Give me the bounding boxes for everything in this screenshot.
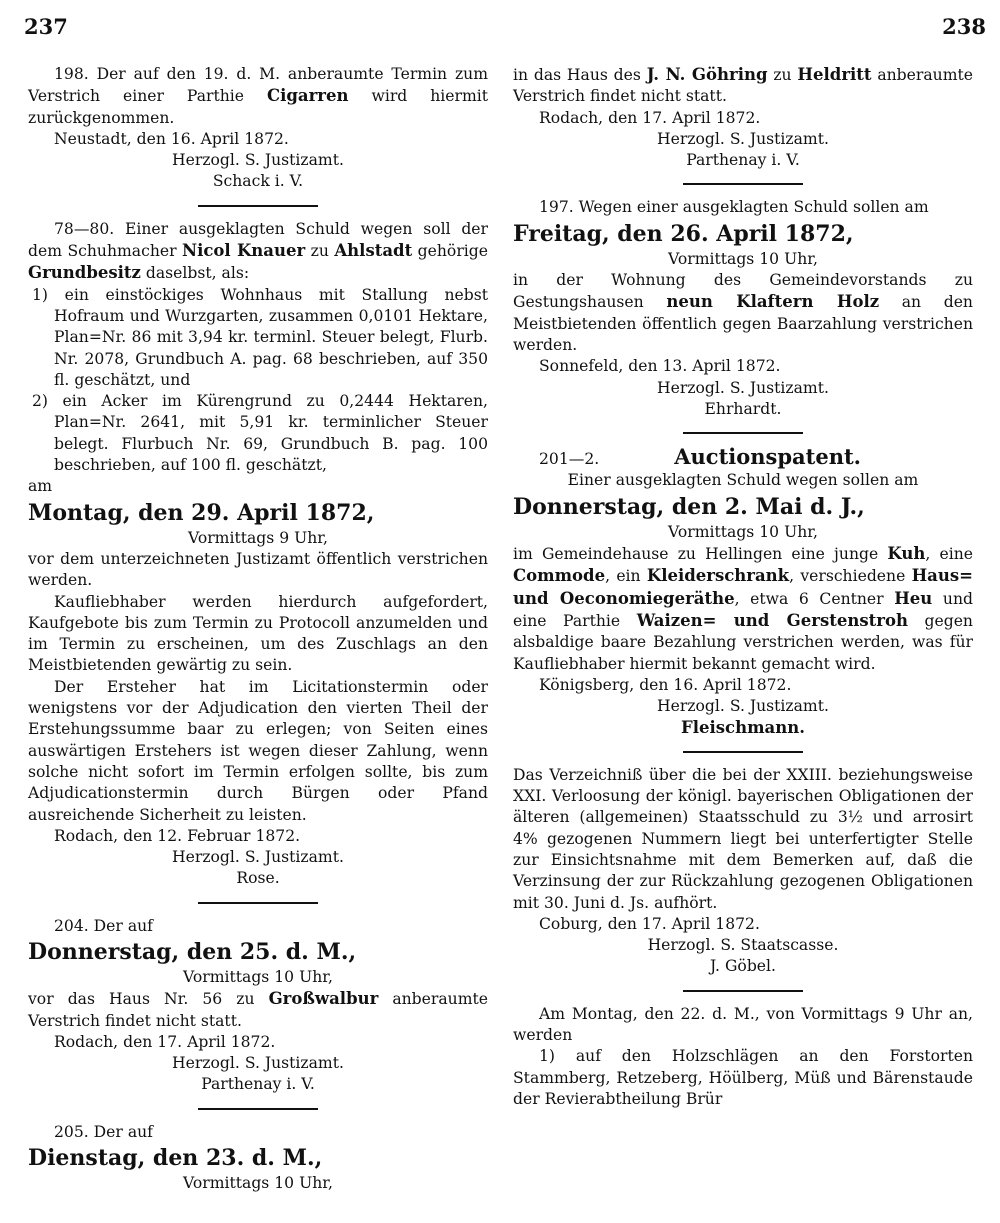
item-word: Commode xyxy=(513,566,606,586)
office: Herzogl. S. Justizamt. xyxy=(172,848,344,867)
left-column xyxy=(28,64,488,1194)
item-word: Haus= und Oeconomiegeräthe xyxy=(513,566,973,608)
place-date: Coburg, den 17. April 1872. xyxy=(539,914,760,933)
list-item-1: 1) auf den Holzschlägen an den Forstorten Stammberg, Retzeberg, Höülberg, Müß und Bärenstaude der Revierabtheilung Brür xyxy=(513,1047,973,1108)
signature: J. Göbel. xyxy=(710,957,776,976)
auction-time: Vormittags 10 Uhr, xyxy=(183,967,333,986)
place-date: Rodach, den 17. April 1872. xyxy=(54,1032,276,1051)
right-column xyxy=(513,64,973,1110)
notice-198: 198. Der auf den 19. d. M. anberaumte Termin zum Verstrich einer Parthie Cigarren wird hiermit zurückgenommen. Neustadt, den 16. April 1872. Herzogl. S. Justizamt. Schack i. V. xyxy=(28,64,488,193)
office: Herzogl. S. Justizamt. xyxy=(657,378,829,397)
notice-holzschlaege: Am Montag, den 22. d. M., von Vormittags 9 Uhr an, werden 1) auf den Holzschlägen an den Forstorten Stammberg, Retzeberg, Höülberg, Müß und Bärenstaude der Revierabtheilung Brür xyxy=(513,1004,973,1110)
item-word: Cigarren xyxy=(266,86,349,106)
item-word: Heu xyxy=(894,588,933,608)
divider xyxy=(683,751,803,753)
place-name: Heldritt xyxy=(797,65,872,84)
divider xyxy=(683,432,803,434)
page-number-left: 237 xyxy=(24,14,68,39)
notice-205-continued: in das Haus des J. N. Göhring zu Heldritt anberaumte Verstrich findet nicht statt. Rodach, den 17. April 1872. Herzogl. S. Justizamt. Parthenay i. V. xyxy=(513,64,973,171)
notice-205: 205. Der auf Dienstag, den 23. d. M., Vormittags 10 Uhr, xyxy=(28,1122,488,1195)
auction-date: Donnerstag, den 2. Mai d. J., xyxy=(513,493,865,520)
signature: Fleischmann. xyxy=(681,718,805,738)
list-item-2: 2) ein Acker im Kürengrund zu 0,2444 Hektaren, Plan=Nr. 2641, mit 5,91 kr. terminlicher Steuer belegt. Flurbuch Nr. 69, Grundbuch B. pag. 100 beschrieben, auf 100 fl. geschätzt, xyxy=(32,392,488,475)
notice-201-2: 201—2. Auctionspatent. Einer ausgeklagten Schuld wegen sollen am Donnerstag, den 2. Mai d. J., Vormittags 10 Uhr, im Gemeindehause zu Hellingen eine junge Kuh, eine Commode, ein Kleiderschrank, verschiedene Haus= und Oeconomiegeräthe, etwa 6 Centner Heu und eine Parthie Waizen= und Gerstenstroh gegen alsbaldige baare Bezahlung verstrichen werden, was für Kaufliebhaber hiermit bekannt gemacht wird. Königsberg, den 16. April 1872. Herzogl. S. Justizamt. Fleischmann. xyxy=(513,444,973,738)
signature: Schack i. V. xyxy=(212,172,304,191)
auction-time: Vormittags 10 Uhr, xyxy=(183,1174,333,1193)
list-item-1: 1) ein einstöckiges Wohnhaus mit Stallung nebst Hofraum und Wurzgarten, zusammen 0,0101 Hektare, Plan=Nr. 86 mit 3,94 kr. terminl. Steuer belegt, Flurb. Nr. 2078, Grundbuch A. pag. 68 beschrieben, auf 350 fl. geschätzt, und xyxy=(32,285,488,389)
signature: Rose. xyxy=(236,869,280,888)
page-number-right: 238 xyxy=(942,14,986,39)
place-name: Ahlstadt xyxy=(334,241,413,261)
person-name: J. N. Göhring xyxy=(646,65,768,84)
office: Herzogl. S. Justizamt. xyxy=(657,129,829,148)
office: Herzogl. S. Justizamt. xyxy=(657,697,829,716)
property-word: Grundbesitz xyxy=(28,263,141,283)
place-name: Großwalbur xyxy=(268,989,379,1009)
auction-date: Dienstag, den 23. d. M., xyxy=(28,1145,323,1172)
item-word: neun Klaftern Holz xyxy=(666,292,880,312)
item-word: Kleiderschrank xyxy=(646,566,790,586)
divider xyxy=(683,183,803,185)
notice-197: 197. Wegen einer ausgeklagten Schuld sollen am Freitag, den 26. April 1872, Vormittags 10 Uhr, in der Wohnung des Gemeindevorstands zu Gestungshausen neun Klaftern Holz an den Meistbietenden öffentlich gegen Baarzahlung verstrichen werden. Sonnefeld, den 13. April 1872. Herzogl. S. Justizamt. Ehrhardt. xyxy=(513,197,973,420)
signature: Ehrhardt. xyxy=(704,399,782,418)
notice-204: 204. Der auf Donnerstag, den 25. d. M., Vormittags 10 Uhr, vor das Haus Nr. 56 zu Großwalbur anberaumte Verstrich findet nicht statt. Rodach, den 17. April 1872. Herzogl. S. Justizamt. Parthenay i. V. xyxy=(28,916,488,1096)
auction-date: Freitag, den 26. April 1872, xyxy=(513,220,854,247)
auction-date: Donnerstag, den 25. d. M., xyxy=(28,938,357,965)
debtor-name: Nicol Knauer xyxy=(182,241,306,261)
place-date: Rodach, den 12. Februar 1872. xyxy=(54,826,301,845)
place-date: Sonnefeld, den 13. April 1872. xyxy=(539,357,781,376)
notice-number: 201—2. xyxy=(539,450,600,469)
auction-date: Montag, den 29. April 1872, xyxy=(28,499,375,526)
divider xyxy=(198,1108,318,1110)
office: Herzogl. S. Justizamt. xyxy=(172,1054,344,1073)
place-date: Königsberg, den 16. April 1872. xyxy=(539,675,792,694)
item-word: Kuh xyxy=(887,544,926,564)
divider xyxy=(198,205,318,207)
notice-title: Auctionspatent. xyxy=(674,444,861,470)
place-date: Neustadt, den 16. April 1872. xyxy=(54,129,289,148)
office: Herzogl. S. Staatscasse. xyxy=(647,936,839,955)
signature: Parthenay i. V. xyxy=(686,151,800,170)
office: Herzogl. S. Justizamt. xyxy=(172,151,344,170)
item-word: Waizen= und Gerstenstroh xyxy=(636,610,908,630)
auction-time: Vormittags 10 Uhr, xyxy=(668,522,818,541)
auction-time: Vormittags 9 Uhr, xyxy=(188,528,328,547)
notice-verzeichniss: Das Verzeichniß über die bei der XXIII. beziehungsweise XXI. Verloosung der königl. bayerischen Obligationen der älteren (allgemeinen) Staatsschuld zu 3½ und arrosirt 4% gezogenen Nummern liegt bei unterfertigter Stelle zur Einsichtsnahme mit dem Bemerken auf, daß die Verzinsung der zur Rückzahlung gezogenen Obligationen mit 30. Juni d. Js. aufhört. Coburg, den 17. April 1872. Herzogl. S. Staatscasse. J. Göbel. xyxy=(513,765,973,978)
signature: Parthenay i. V. xyxy=(201,1075,315,1094)
divider xyxy=(683,990,803,992)
auction-time: Vormittags 10 Uhr, xyxy=(668,249,818,268)
divider xyxy=(198,902,318,904)
notice-78-80: 78—80. Einer ausgeklagten Schuld wegen soll der dem Schuhmacher Nicol Knauer zu Ahlstadt gehörige Grundbesitz daselbst, als: 1) ein einstöckiges Wohnhaus mit Stallung nebst Hofraum und Wurzgarten, zusammen 0,0101 Hektare, Plan=Nr. 86 mit 3,94 kr. terminl. Steuer belegt, Flurb. Nr. 2078, Grundbuch A. pag. 68 beschrieben, auf 350 fl. geschätzt, und 2) ein Acker im Kürengrund zu 0,2444 Hektaren, Plan=Nr. 2641, mit 5,91 kr. terminlicher Steuer belegt. Flurbuch Nr. 69, Grundbuch B. pag. 100 beschrieben, auf 100 fl. geschätzt, am Montag, den 29. April 1872, Vormittags 9 Uhr, vor dem unterzeichneten Justizamt öffentlich verstrichen werden. Kaufliebhaber werden hierdurch aufgefordert, Kaufgebote bis zum Termin zu Protocoll anzumelden und im Termin zu erscheinen, um des Zuschlags an den Meistbietenden gewärtig zu sein. Der Ersteher hat im Licitationstermin oder wenigstens vor der Adjudication den vierten Theil der Erstehungssumme baar zu erlegen; von Seiten eines auswärtigen Erstehers ist wegen dieser Zahlung, wenn solche nicht sofort im Termin erfolgen sollte, bis zum Adjudicationstermin durch Bürgen oder Pfand ausreichende Sicherheit zu leisten. Rodach, den 12. Februar 1872. Herzogl. S. Justizamt. Rose. xyxy=(28,219,488,890)
place-date: Rodach, den 17. April 1872. xyxy=(539,108,761,127)
